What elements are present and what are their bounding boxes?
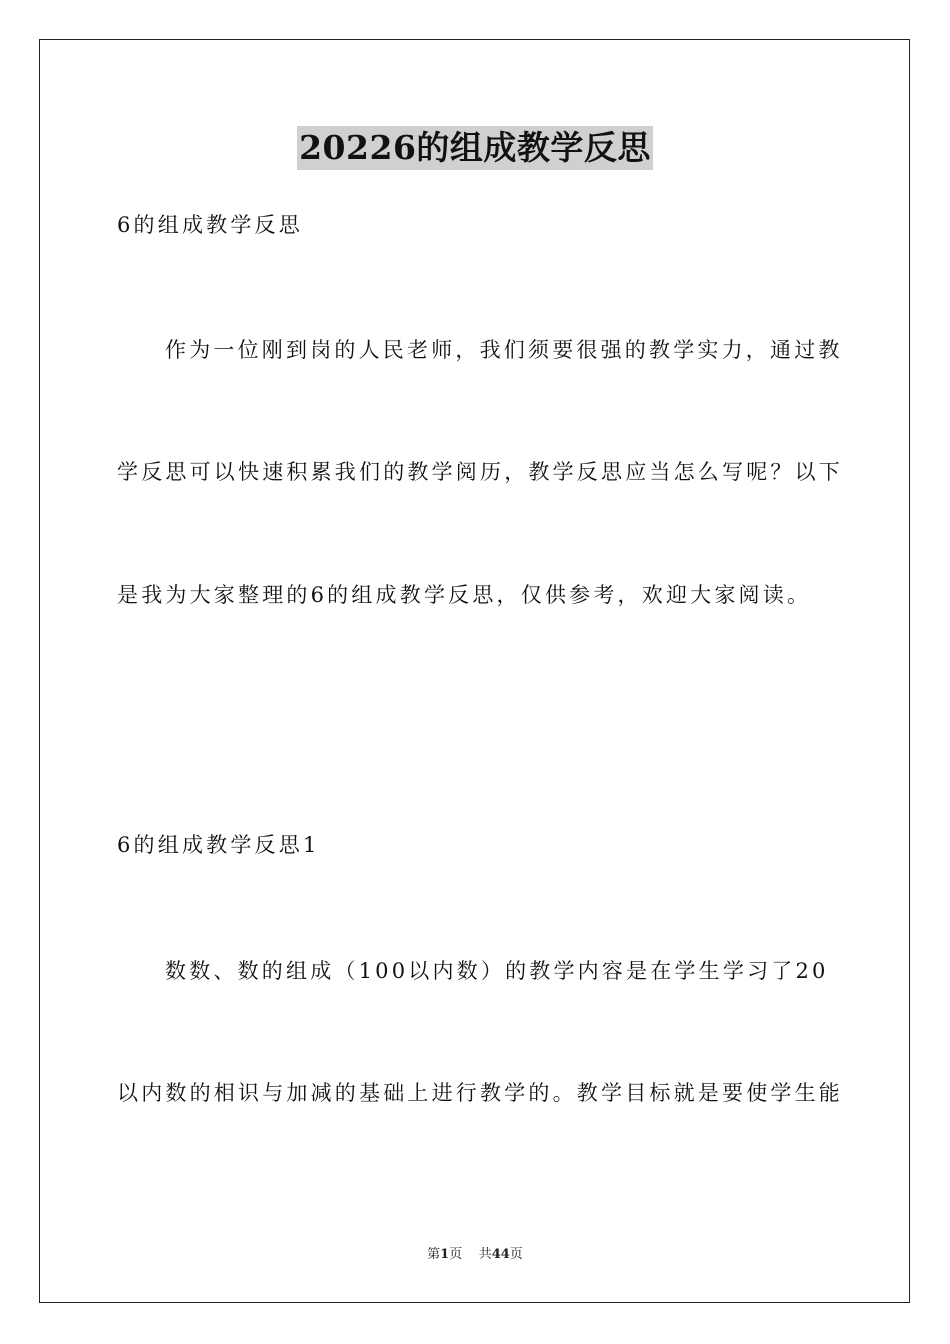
title-container <box>0 126 950 170</box>
section-heading: 6的组成教学反思1 <box>117 833 320 857</box>
document-title: 20226的组成教学反思 <box>297 126 653 170</box>
footer-page-current: 1 <box>440 1247 450 1262</box>
footer-total-prefix: 共 <box>478 1247 492 1262</box>
footer-total-suffix: 页 <box>509 1247 523 1262</box>
paragraph-line: 学反思可以快速积累我们的教学阅历，教学反思应当怎么写呢？以下 <box>117 460 843 484</box>
paragraph-line: 以内数的相识与加减的基础上进行教学的。教学目标就是要使学生能 <box>117 1081 843 1105</box>
paragraph-line: 作为一位刚到岗的人民老师，我们须要很强的教学实力，通过教 <box>165 338 843 362</box>
page-footer <box>0 1246 950 1264</box>
footer-page-total: 44 <box>491 1247 510 1262</box>
subtitle: 6的组成教学反思 <box>117 213 303 237</box>
paragraph-line: 数数、数的组成（100以内数）的教学内容是在学生学习了20 <box>165 959 829 983</box>
footer-page-prefix: 第 <box>427 1247 441 1262</box>
footer-page-suffix: 页 <box>449 1247 463 1262</box>
paragraph-line: 是我为大家整理的6的组成教学反思，仅供参考，欢迎大家阅读。 <box>117 583 812 607</box>
